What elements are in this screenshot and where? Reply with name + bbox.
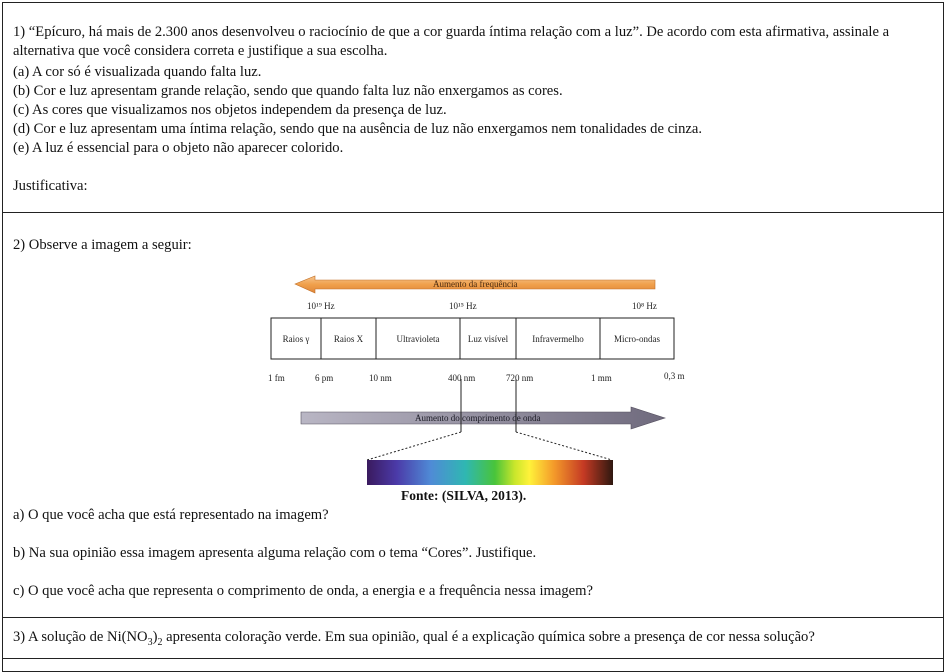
visible-spectrum-band — [367, 460, 613, 485]
region-ultraviolet: Ultravioleta — [396, 333, 440, 344]
q1-text: 1) “Epícuro, há mais de 2.300 anos desenvolveu o raciocínio de que a cor guarda íntima relação com a luz”. De acordo com esta afirmativa, assinale a alternativa que você considera correta e justifique a sua escolha. — [13, 24, 890, 59]
region-microwave: Micro-ondas — [614, 333, 660, 344]
wl-tick-4: 400 nm — [448, 373, 476, 383]
region-visible: Luz visível — [467, 333, 509, 344]
q1-option-c: (c) As cores que visualizamos nos objetos independem da presença de luz. — [13, 102, 447, 118]
freq-tick-3: 10⁸ Hz — [632, 301, 657, 311]
electromagnetic-spectrum-figure — [255, 269, 695, 501]
wl-tick-7: 0,3 m — [664, 371, 685, 381]
q1-option-e: (e) A luz é essencial para o objeto não aparecer colorido. — [13, 140, 344, 156]
q2-text: 2) Observe a imagem a seguir: — [13, 237, 192, 253]
wavelength-arrow-label: Aumento do comprimento de onda — [415, 413, 541, 423]
q2-sub-b: b) Na sua opinião essa imagem apresenta alguma relação com o tema “Cores”. Justifique. — [13, 545, 537, 561]
freq-tick-1: 10¹⁹ Hz — [307, 301, 335, 311]
section-divider — [3, 658, 943, 659]
wl-tick-2: 6 pm — [315, 373, 334, 383]
region-gamma: Raios γ — [282, 333, 310, 344]
q3-text: 3) A solução de $Ni(NO_3)_2$ apresenta coloração verde. Em sua opinião, qual é a explicação química sobre a presença de cor nessa solução? — [13, 629, 815, 648]
region-infrared: Infravermelho — [532, 333, 584, 344]
wl-tick-6: 1 mm — [591, 373, 612, 383]
section-divider — [3, 212, 943, 213]
q1-option-a: (a) A cor só é visualizada quando falta luz. — [13, 64, 262, 80]
q2-sub-c: c) O que você acha que representa o comprimento de onda, a energia e a frequência nessa imagem? — [13, 583, 593, 599]
region-xray: Raios X — [333, 333, 364, 344]
q2-sub-a: a) O que você acha que está representado na imagem? — [13, 507, 329, 523]
frequency-arrow-label: Aumento da frequência — [433, 279, 518, 289]
figure-source: Fonte: (SILVA, 2013). — [401, 488, 527, 503]
wl-tick-5: 720 nm — [506, 373, 534, 383]
q1-justification-label: Justificativa: — [13, 178, 88, 194]
q1-option-d: (d) Cor e luz apresentam uma íntima relação, sendo que na ausência de luz não enxergamos nem tonalidades de cinza. — [13, 121, 703, 137]
worksheet — [2, 2, 944, 672]
q1-option-b: (b) Cor e luz apresentam grande relação, sendo que quando falta luz não enxergamos as cores. — [13, 83, 563, 99]
section-divider — [3, 617, 943, 618]
wl-tick-1: 1 fm — [268, 373, 285, 383]
freq-tick-2: 10¹⁵ Hz — [449, 301, 477, 311]
wl-tick-3: 10 nm — [369, 373, 392, 383]
